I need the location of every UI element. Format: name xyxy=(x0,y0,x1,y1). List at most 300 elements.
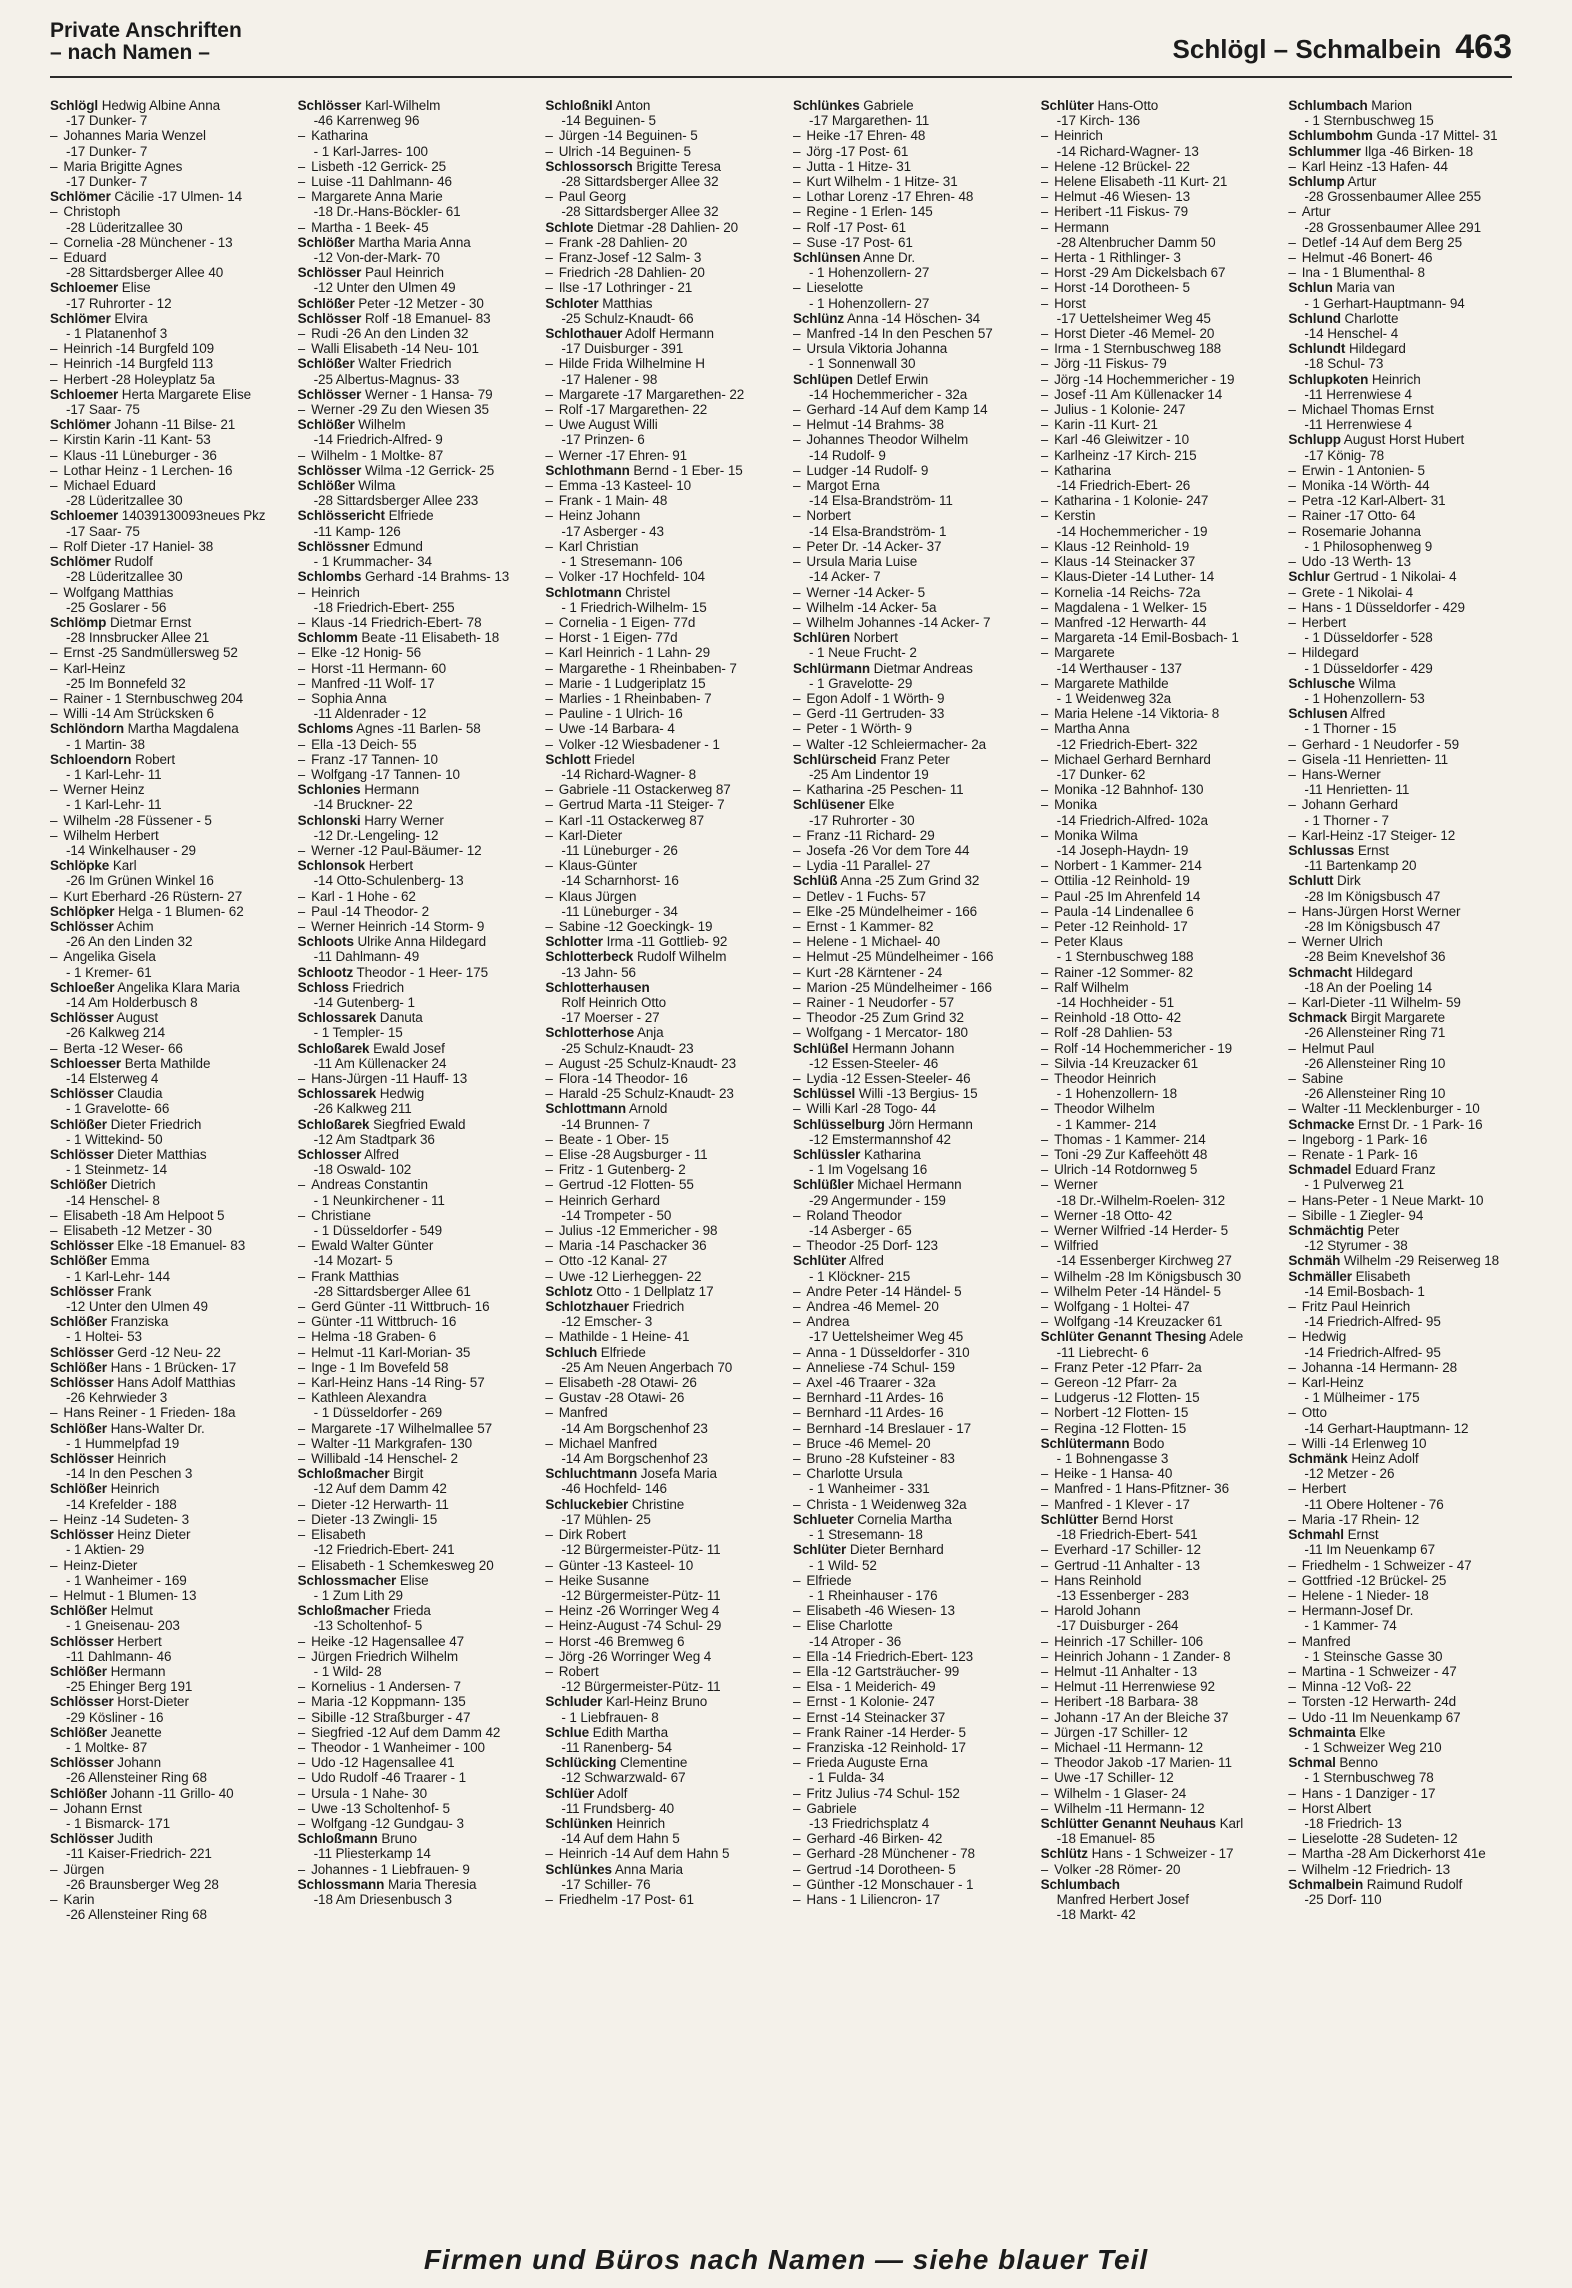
entry-text: Manfred -11 Wolf- 17 xyxy=(311,675,435,691)
entry-text: -28 Altenbrucher Damm 50 xyxy=(1056,234,1216,250)
entry-text: Dietrich xyxy=(110,1177,156,1193)
directory-entry xyxy=(1041,1208,1265,1223)
directory-entry xyxy=(1041,645,1265,660)
entry-text: -26 Kalkweg 211 xyxy=(313,1101,412,1117)
directory-entry xyxy=(50,1618,274,1633)
entry-text: Theodor Heinrich xyxy=(1054,1071,1157,1086)
directory-entry xyxy=(298,1573,522,1588)
entry-text: Heribert -18 Barbara- 38 xyxy=(1054,1694,1198,1710)
entry-dash: – xyxy=(793,964,801,980)
entry-text: Willi -14 Am Strücksken 6 xyxy=(63,706,214,722)
entry-text: Helmut -11 Anhalter - 13 xyxy=(1054,1663,1198,1679)
entry-text: Marion -25 Mündelheimer - 166 xyxy=(806,979,992,995)
directory-entry xyxy=(298,1710,522,1725)
entry-surname: Schlößer xyxy=(50,1420,107,1436)
entry-text: Bernd Horst xyxy=(1101,1511,1173,1527)
directory-entry xyxy=(50,1238,274,1253)
directory-entry xyxy=(50,1056,274,1071)
directory-entry xyxy=(298,1664,522,1679)
entry-text: -17 Mühlen- 25 xyxy=(561,1511,651,1527)
directory-entry xyxy=(298,1436,522,1451)
entry-dash: – xyxy=(50,1405,58,1421)
entry-text: Walter -11 Mecklenburger - 10 xyxy=(1301,1101,1480,1117)
entry-surname: Schmänk xyxy=(1288,1451,1348,1467)
entry-text: - 1 Im Vogelsang 16 xyxy=(809,1162,928,1178)
directory-entry xyxy=(1041,676,1265,691)
entry-dash: – xyxy=(545,386,553,402)
entry-text: Frieda Auguste Erna xyxy=(806,1755,928,1771)
entry-surname: Schlotmann xyxy=(545,584,622,600)
directory-entry xyxy=(1041,1573,1265,1588)
entry-text: Gustav -28 Otawi- 26 xyxy=(558,1390,685,1406)
entry-text: Rainer -17 Otto- 64 xyxy=(1301,508,1416,524)
directory-entry xyxy=(298,189,522,204)
directory-entry xyxy=(298,250,522,265)
directory-entry xyxy=(1041,432,1265,447)
directory-entry xyxy=(298,873,522,888)
entry-text: Manfred - 1 Klever - 17 xyxy=(1054,1496,1190,1512)
entry-text: Johanna -14 Hermann- 28 xyxy=(1301,1359,1458,1375)
directory-entry xyxy=(1288,1360,1512,1375)
entry-surname: Schlösser xyxy=(50,1694,114,1710)
entry-text: - 1 Sternbuschweg 15 xyxy=(1304,113,1434,129)
entry-text: Alfred xyxy=(364,1147,399,1163)
entry-text: Charlotte Ursula xyxy=(806,1466,903,1482)
entry-surname: Schmack xyxy=(1288,1010,1347,1026)
entry-surname: Schlößer xyxy=(297,478,355,494)
entry-text: Jörg -26 Worringer Weg 4 xyxy=(558,1648,712,1664)
entry-text: -14 Werthauser - 137 xyxy=(1056,660,1182,676)
entry-text: -12 Emstermannshof 42 xyxy=(809,1131,951,1147)
directory-entry xyxy=(50,965,274,980)
entry-dash: – xyxy=(1040,1572,1049,1588)
entry-text: Heinrich xyxy=(616,1815,666,1831)
entry-surname: Schmadel xyxy=(1288,1162,1352,1178)
entry-text: Adolf xyxy=(597,1785,628,1801)
entry-text: Arnold xyxy=(628,1101,668,1117)
entry-surname: Schlott xyxy=(545,751,591,767)
entry-surname: Schlößer xyxy=(297,295,355,311)
directory-entry xyxy=(50,1862,274,1877)
directory-entry xyxy=(1041,949,1265,964)
entry-text: Lieselotte -28 Sudeten- 12 xyxy=(1301,1831,1458,1847)
directory-entry xyxy=(50,1375,274,1390)
directory-entry xyxy=(545,1208,769,1223)
entry-surname: Schlösser xyxy=(50,1633,114,1649)
entry-text: Uwe August Willi xyxy=(558,417,658,433)
entry-text: Gerhard -14 Auf dem Kamp 14 xyxy=(806,402,988,418)
directory-entry xyxy=(298,934,522,949)
directory-entry xyxy=(545,585,769,600)
entry-text: Brigitte Teresa xyxy=(636,158,721,174)
entry-text: Ursula Viktoria Johanna xyxy=(806,341,948,357)
entry-text: Uwe -13 Scholtenhof- 5 xyxy=(311,1800,450,1816)
entry-dash: – xyxy=(793,1101,801,1117)
entry-text: -11 Dahlmann- 46 xyxy=(66,1648,172,1664)
directory-entry xyxy=(1041,1132,1265,1147)
directory-entry xyxy=(1288,752,1512,767)
entry-text: Johann Ernst xyxy=(63,1800,142,1816)
entry-text: Hans-Walter Dr. xyxy=(110,1420,205,1436)
entry-text: Horst Albert xyxy=(1301,1800,1372,1816)
entry-text: Sibille - 1 Ziegler- 94 xyxy=(1301,1207,1424,1223)
directory-entry xyxy=(1288,478,1512,493)
entry-surname: Schlottmann xyxy=(545,1101,626,1117)
entry-surname: Schlößer xyxy=(50,1359,107,1375)
entry-dash: – xyxy=(793,1299,801,1315)
entry-surname: Schlösser xyxy=(297,462,362,478)
entry-text: Helmut -14 Brahms- 38 xyxy=(806,417,944,433)
entry-text: - 1 Hohenzollern- 18 xyxy=(1056,1086,1177,1102)
directory-entry xyxy=(50,478,274,493)
entry-text: Klaus Jürgen xyxy=(558,888,637,904)
entry-text: Wolfgang - 1 Mercator- 180 xyxy=(806,1025,968,1041)
entry-surname: Schlupp xyxy=(1288,432,1341,448)
entry-text: -14 Winkelhauser - 29 xyxy=(66,842,196,858)
directory-entry xyxy=(1041,296,1265,311)
directory-entry xyxy=(298,980,522,995)
entry-dash: – xyxy=(793,1435,801,1451)
entry-dash: – xyxy=(545,1253,553,1269)
directory-entry xyxy=(50,1542,274,1557)
entry-dash: – xyxy=(1288,1192,1296,1208)
entry-text: Norbert xyxy=(806,508,851,524)
entry-dash: – xyxy=(1288,1131,1296,1147)
entry-text: Egon Adolf - 1 Wörth- 9 xyxy=(806,690,945,706)
directory-entry xyxy=(793,98,1017,113)
entry-dash: – xyxy=(545,1055,553,1071)
entry-surname: Schluder xyxy=(545,1694,603,1710)
directory-entry xyxy=(793,402,1017,417)
directory-entry xyxy=(793,1588,1017,1603)
directory-entry xyxy=(793,1512,1017,1527)
entry-text: Karl-Dieter xyxy=(558,827,623,843)
directory-entry xyxy=(1041,691,1265,706)
directory-entry xyxy=(1288,858,1512,873)
entry-text: Christa - 1 Weidenweg 32a xyxy=(806,1496,967,1512)
directory-entry xyxy=(545,1329,769,1344)
entry-text: Cornelia - 1 Eigen- 77d xyxy=(558,614,696,630)
entry-text: Robert xyxy=(558,1663,599,1679)
entry-text: Herta Margarete Elise xyxy=(121,386,251,402)
entry-text: Rainer -12 Sommer- 82 xyxy=(1054,964,1194,980)
entry-text: Elise xyxy=(121,280,151,296)
directory-entry xyxy=(1041,174,1265,189)
entry-text: Heinrich -14 Burgfeld 113 xyxy=(63,356,214,372)
directory-entry xyxy=(1288,630,1512,645)
entry-dash: – xyxy=(545,265,553,281)
entry-dash: – xyxy=(50,158,58,174)
entry-dash: – xyxy=(1040,1314,1049,1330)
entry-text: Hans-Jürgen -11 Hauff- 13 xyxy=(311,1071,468,1086)
directory-entry xyxy=(50,432,274,447)
entry-dash: – xyxy=(1040,1375,1049,1391)
entry-surname: Schlumbach xyxy=(1288,98,1368,113)
directory-entry xyxy=(298,1740,522,1755)
directory-entry xyxy=(545,1360,769,1375)
directory-entry xyxy=(1288,296,1512,311)
entry-dash: – xyxy=(50,706,58,722)
entry-text: Katharina xyxy=(863,1147,921,1163)
entry-text: -28 Sittardsberger Allee 32 xyxy=(561,174,719,190)
entry-dash: – xyxy=(793,1663,801,1679)
directory-entry xyxy=(298,1147,522,1162)
entry-text: Otto -12 Kanal- 27 xyxy=(558,1253,668,1269)
entry-text: - 1 Gravelotte- 66 xyxy=(66,1101,170,1117)
directory-entry xyxy=(1288,1436,1512,1451)
directory-entry xyxy=(1288,1117,1512,1132)
directory-entry xyxy=(50,417,274,432)
entry-dash: – xyxy=(297,341,306,357)
entry-surname: Schlösser xyxy=(50,1147,114,1163)
entry-text: Peter Klaus xyxy=(1054,934,1123,950)
directory-entry xyxy=(298,691,522,706)
directory-entry xyxy=(545,1740,769,1755)
entry-text: Horst -46 Bremweg 6 xyxy=(558,1633,685,1649)
entry-text: Werner Heinz xyxy=(63,782,145,798)
entry-text: Günter -13 Kasteel- 10 xyxy=(558,1557,694,1573)
entry-text: Bruce -46 Memel- 20 xyxy=(806,1435,931,1451)
entry-text: Theodor - 1 Heer- 175 xyxy=(356,964,489,980)
directory-entry xyxy=(1041,1269,1265,1284)
directory-entry xyxy=(793,1041,1017,1056)
entry-surname: Schlutt xyxy=(1288,873,1334,889)
entry-dash: – xyxy=(297,128,306,144)
directory-entry xyxy=(793,934,1017,949)
entry-dash: – xyxy=(545,630,553,646)
entry-dash: – xyxy=(545,1147,553,1163)
entry-text: Maria -14 Paschacker 36 xyxy=(558,1238,707,1254)
entry-text: Walter -11 Markgrafen- 130 xyxy=(311,1435,473,1451)
entry-surname: Schlütermann xyxy=(1040,1435,1130,1451)
entry-text: Karl - 1 Hohe - 62 xyxy=(311,888,416,904)
directory-entry xyxy=(545,174,769,189)
entry-dash: – xyxy=(297,402,306,418)
directory-entry xyxy=(1041,1162,1265,1177)
directory-entry xyxy=(298,904,522,919)
entry-text: Sophia Anna xyxy=(311,690,387,706)
entry-surname: Schlößer xyxy=(50,1177,107,1193)
entry-text: - 1 Kammer- 214 xyxy=(1056,1116,1157,1132)
entry-text: -17 Dunker- 7 xyxy=(66,174,148,190)
entry-dash: – xyxy=(793,934,801,950)
entry-dash: – xyxy=(793,706,801,722)
directory-entry xyxy=(298,341,522,356)
entry-dash: – xyxy=(1040,493,1049,509)
entry-dash: – xyxy=(793,599,801,615)
directory-entry xyxy=(50,1132,274,1147)
directory-entry xyxy=(298,478,522,493)
entry-dash: – xyxy=(793,128,801,144)
entry-dash: – xyxy=(1288,1709,1296,1725)
entry-text: - 1 Klöckner- 215 xyxy=(809,1268,911,1284)
entry-surname: Schlusche xyxy=(1288,675,1355,691)
entry-text: - 1 Friedrich-Wilhelm- 15 xyxy=(561,599,707,615)
entry-text: Anne Dr. xyxy=(863,250,916,266)
entry-text: Norbert xyxy=(853,630,898,646)
entry-text: Werner -18 Otto- 42 xyxy=(1054,1207,1172,1223)
directory-entry xyxy=(1041,1558,1265,1573)
entry-dash: – xyxy=(1288,645,1296,661)
entry-text: Ewald Walter Günter xyxy=(311,1238,434,1254)
directory-entry xyxy=(1041,1329,1265,1344)
directory-columns xyxy=(50,98,1512,2238)
directory-entry xyxy=(545,1481,769,1496)
directory-entry xyxy=(1288,144,1512,159)
directory-entry xyxy=(298,1497,522,1512)
entry-dash: – xyxy=(297,888,306,904)
entry-surname: Schlüßler xyxy=(793,1177,854,1193)
entry-text: Bruno xyxy=(381,1831,417,1847)
entry-text: Michael Thomas Ernst xyxy=(1301,402,1434,418)
directory-entry xyxy=(298,1375,522,1390)
entry-dash: – xyxy=(1040,1694,1049,1710)
entry-text: - 1 Karl-Lehr- 144 xyxy=(66,1268,170,1284)
entry-dash: – xyxy=(1288,1572,1296,1588)
entry-dash: – xyxy=(297,1177,306,1193)
directory-entry xyxy=(545,1618,769,1633)
directory-entry xyxy=(545,767,769,782)
directory-entry xyxy=(545,265,769,280)
entry-dash: – xyxy=(1288,1633,1296,1649)
entry-text: Regina -12 Flotten- 15 xyxy=(1054,1420,1187,1436)
directory-entry xyxy=(793,1573,1017,1588)
entry-dash: – xyxy=(1040,1420,1049,1436)
entry-surname: Schlösser xyxy=(50,1755,114,1771)
entry-text: Herbert xyxy=(1301,1481,1347,1497)
entry-text: Kornelia -14 Reichs- 72a xyxy=(1054,584,1201,600)
directory-entry xyxy=(1288,676,1512,691)
directory-entry xyxy=(1041,1679,1265,1694)
directory-entry xyxy=(545,1086,769,1101)
entry-dash: – xyxy=(545,918,553,934)
directory-entry xyxy=(793,585,1017,600)
entry-text: Heinz Johann xyxy=(558,508,641,524)
directory-entry xyxy=(793,235,1017,250)
directory-entry xyxy=(793,1390,1017,1405)
entry-text: Uwe -17 Schiller- 12 xyxy=(1054,1770,1174,1786)
directory-entry xyxy=(793,797,1017,812)
directory-entry xyxy=(545,782,769,797)
entry-surname: Schloemer xyxy=(50,508,119,524)
entry-text: -17 Dunker- 7 xyxy=(66,113,148,129)
entry-dash: – xyxy=(1288,1481,1296,1497)
entry-dash: – xyxy=(1288,827,1296,843)
entry-dash: – xyxy=(545,478,553,494)
directory-entry xyxy=(50,402,274,417)
entry-text: Erwin - 1 Antonien- 5 xyxy=(1301,462,1425,478)
entry-text: Margareta -14 Emil-Bosbach- 1 xyxy=(1054,630,1239,646)
entry-text: -12 Emscher- 3 xyxy=(561,1314,653,1330)
entry-text: Frank - 1 Main- 48 xyxy=(558,493,668,509)
entry-dash: – xyxy=(1288,1299,1296,1315)
entry-text: Elisabeth xyxy=(311,1527,366,1543)
entry-text: Wilhelm -14 Acker- 5a xyxy=(806,599,937,615)
entry-text: Jörg -17 Post- 61 xyxy=(806,143,909,159)
directory-entry xyxy=(1288,1345,1512,1360)
directory-entry xyxy=(50,1421,274,1436)
directory-entry xyxy=(1041,1542,1265,1557)
directory-entry xyxy=(793,1481,1017,1496)
entry-dash: – xyxy=(1288,478,1296,494)
entry-text: Raimund Rudolf xyxy=(1366,1876,1463,1892)
directory-entry xyxy=(1288,1512,1512,1527)
entry-text: Gabriele -11 Ostackerweg 87 xyxy=(558,782,731,798)
entry-text: Anna - 1 Düsseldorfer - 310 xyxy=(806,1344,970,1360)
entry-dash: – xyxy=(1040,371,1049,387)
entry-text: Elisabeth -18 Am Helpoot 5 xyxy=(63,1207,225,1223)
entry-text: Karl-Dieter -11 Wilhelm- 59 xyxy=(1301,994,1461,1010)
directory-entry xyxy=(50,189,274,204)
directory-entry xyxy=(1288,721,1512,736)
entry-dash: – xyxy=(545,614,553,630)
entry-text: Peter -12 Metzer - 30 xyxy=(358,295,484,311)
entry-text: Ursula Maria Luise xyxy=(806,554,918,570)
entry-text: Ingeborg - 1 Park- 16 xyxy=(1301,1131,1428,1147)
entry-dash: – xyxy=(1040,827,1049,843)
directory-entry xyxy=(793,1314,1017,1329)
directory-entry xyxy=(298,1421,522,1436)
entry-text: -17 Saar- 75 xyxy=(66,523,140,539)
entry-text: Willi Karl -28 Togo- 44 xyxy=(806,1101,936,1117)
directory-entry xyxy=(1041,1025,1265,1040)
entry-text: Ella -14 Friedrich-Ebert- 123 xyxy=(806,1648,974,1664)
entry-text: Anna Maria xyxy=(614,1861,683,1877)
directory-entry xyxy=(1288,843,1512,858)
entry-surname: Schlotter xyxy=(545,934,603,950)
entry-dash: – xyxy=(50,371,58,387)
entry-text: -11 Kamp- 126 xyxy=(313,523,401,539)
entry-dash: – xyxy=(1288,1557,1296,1573)
entry-surname: Schlonsok xyxy=(297,858,366,874)
entry-dash: – xyxy=(297,1633,306,1649)
directory-entry xyxy=(50,691,274,706)
entry-dash: – xyxy=(50,447,58,463)
entry-surname: Schloeßer xyxy=(50,979,115,995)
directory-entry xyxy=(793,448,1017,463)
entry-text: Christoph xyxy=(63,204,121,220)
entry-text: - 1 Moltke- 87 xyxy=(66,1739,148,1755)
entry-dash: – xyxy=(793,326,801,342)
entry-dash: – xyxy=(1040,1299,1049,1315)
entry-dash: – xyxy=(1288,1147,1296,1163)
directory-entry xyxy=(793,858,1017,873)
entry-dash: – xyxy=(1288,934,1296,950)
directory-entry xyxy=(1041,478,1265,493)
entry-dash: – xyxy=(793,174,801,190)
directory-entry xyxy=(50,797,274,812)
directory-entry xyxy=(793,326,1017,341)
entry-dash: – xyxy=(50,812,58,828)
entry-text: -17 Saar- 75 xyxy=(66,402,140,418)
entry-text: -14 Hochemmericher - 32a xyxy=(809,386,968,402)
entry-surname: Schlüter xyxy=(793,1542,847,1558)
entry-dash: – xyxy=(545,1891,553,1907)
directory-entry xyxy=(50,1877,274,1892)
entry-text: Gerd -12 Neu- 22 xyxy=(117,1344,221,1360)
entry-text: Rainer - 1 Neudorfer - 57 xyxy=(806,994,954,1010)
directory-entry xyxy=(1288,432,1512,447)
directory-entry xyxy=(793,1649,1017,1664)
directory-entry xyxy=(545,965,769,980)
entry-text: August -25 Schulz-Knaudt- 23 xyxy=(558,1055,737,1071)
entry-text: Werner Heinrich -14 Storm- 9 xyxy=(311,918,485,934)
entry-text: Volker -12 Wiesbadener - 1 xyxy=(558,736,720,752)
directory-entry xyxy=(545,1573,769,1588)
entry-text: - 1 Bohnengasse 3 xyxy=(1056,1451,1169,1467)
directory-entry xyxy=(1041,1892,1265,1907)
directory-entry xyxy=(1041,1603,1265,1618)
